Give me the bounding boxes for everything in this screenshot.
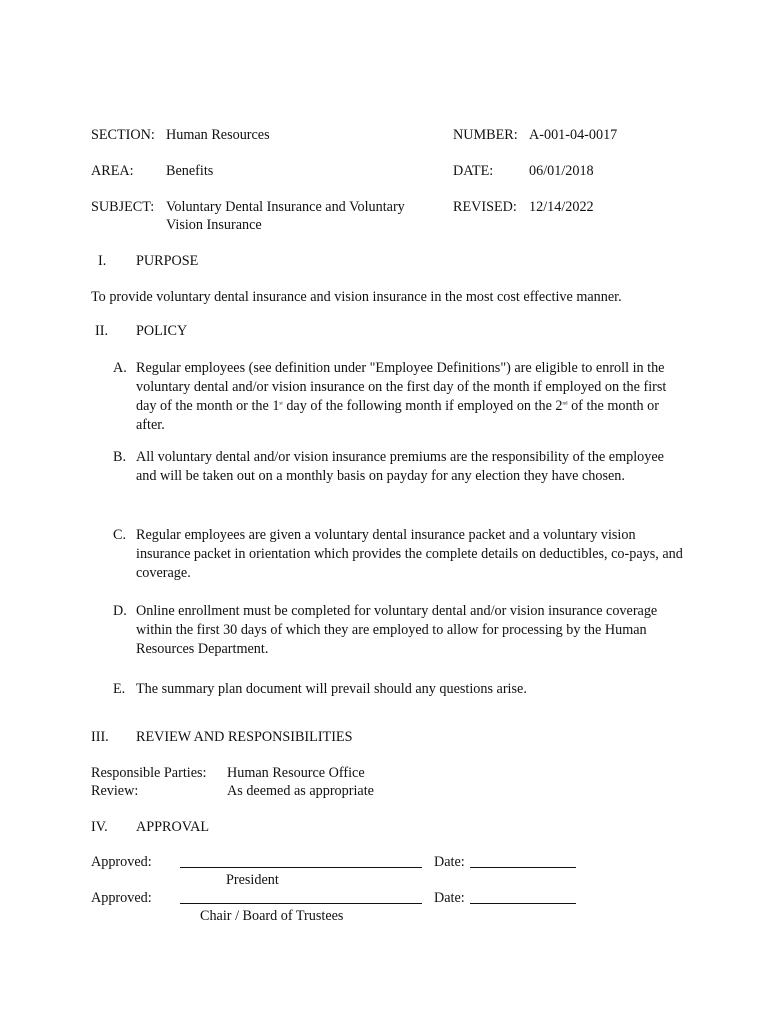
revised-label: REVISED: [453,199,517,215]
item-text: All voluntary dental and/or vision insurance premiums are the responsibility of the employee and will be taken out on a monthly basis on payday for any election they have chosen. [136,449,664,484]
revised-value: 12/14/2022 [529,199,594,215]
signature-line[interactable] [180,867,422,868]
item-letter: E. [113,681,126,697]
item-letter: B. [113,449,127,465]
approval-numeral: IV. [91,819,108,835]
purpose-heading: PURPOSE [136,253,199,269]
number-label: NUMBER: [453,127,518,143]
review-value: As deemed as appropriate [227,783,374,799]
subject-value-line2: Vision Insurance [166,217,262,233]
date-label: DATE: [453,163,494,179]
item-text: The summary plan document will prevail should any questions arise. [136,681,527,697]
item-letter: D. [113,603,127,619]
review-heading: REVIEW AND RESPONSIBILITIES [136,729,353,745]
date-line[interactable] [470,903,576,904]
date-label: Date: [434,890,465,906]
section-label: SECTION: [91,127,155,143]
subject-value-line1: Voluntary Dental Insurance and Voluntary [166,199,405,215]
policy-numeral: II. [95,323,108,339]
item-text: Regular employees (see definition under "Employee Definitions") are eligible to enroll in the voluntary dental and/or vision insurance on the first day of the month if employed on the first day of the month or the 1st day of the following month if employed on the 2nd of the month or after. [136,360,667,433]
date-label: Date: [434,854,465,870]
policy-heading: POLICY [136,323,188,339]
approved-label: Approved: [91,854,152,870]
review-numeral: III. [91,729,109,745]
signer-title: Chair / Board of Trustees [200,908,344,924]
number-value: A-001-04-0017 [529,127,618,143]
purpose-numeral: I. [98,253,107,269]
date-line[interactable] [470,867,576,868]
item-letter: C. [113,527,127,543]
area-label: AREA: [91,163,134,179]
signer-title: President [226,872,279,888]
responsible-parties-label: Responsible Parties: [91,765,207,781]
approval-heading: APPROVAL [136,819,210,835]
area-value: Benefits [166,163,214,179]
responsible-parties-value: Human Resource Office [227,765,365,781]
item-text: Regular employees are given a voluntary dental insurance packet and a voluntary vision insurance packet in orientation which provides the complete details on deductibles, co-pays, and coverage. [136,527,683,581]
section-value: Human Resources [166,127,270,143]
subject-label: SUBJECT: [91,199,155,215]
date-value: 06/01/2018 [529,163,594,179]
purpose-text: To provide voluntary dental insurance and vision insurance in the most cost effective manner. [91,289,622,305]
item-text: Online enrollment must be completed for voluntary dental and/or vision insurance coverage within the first 30 days of which they are employed to allow for processing by the Human Resources Department. [136,603,658,657]
signature-line[interactable] [180,903,422,904]
review-label: Review: [91,783,139,799]
item-letter: A. [113,360,127,376]
approved-label: Approved: [91,890,152,906]
